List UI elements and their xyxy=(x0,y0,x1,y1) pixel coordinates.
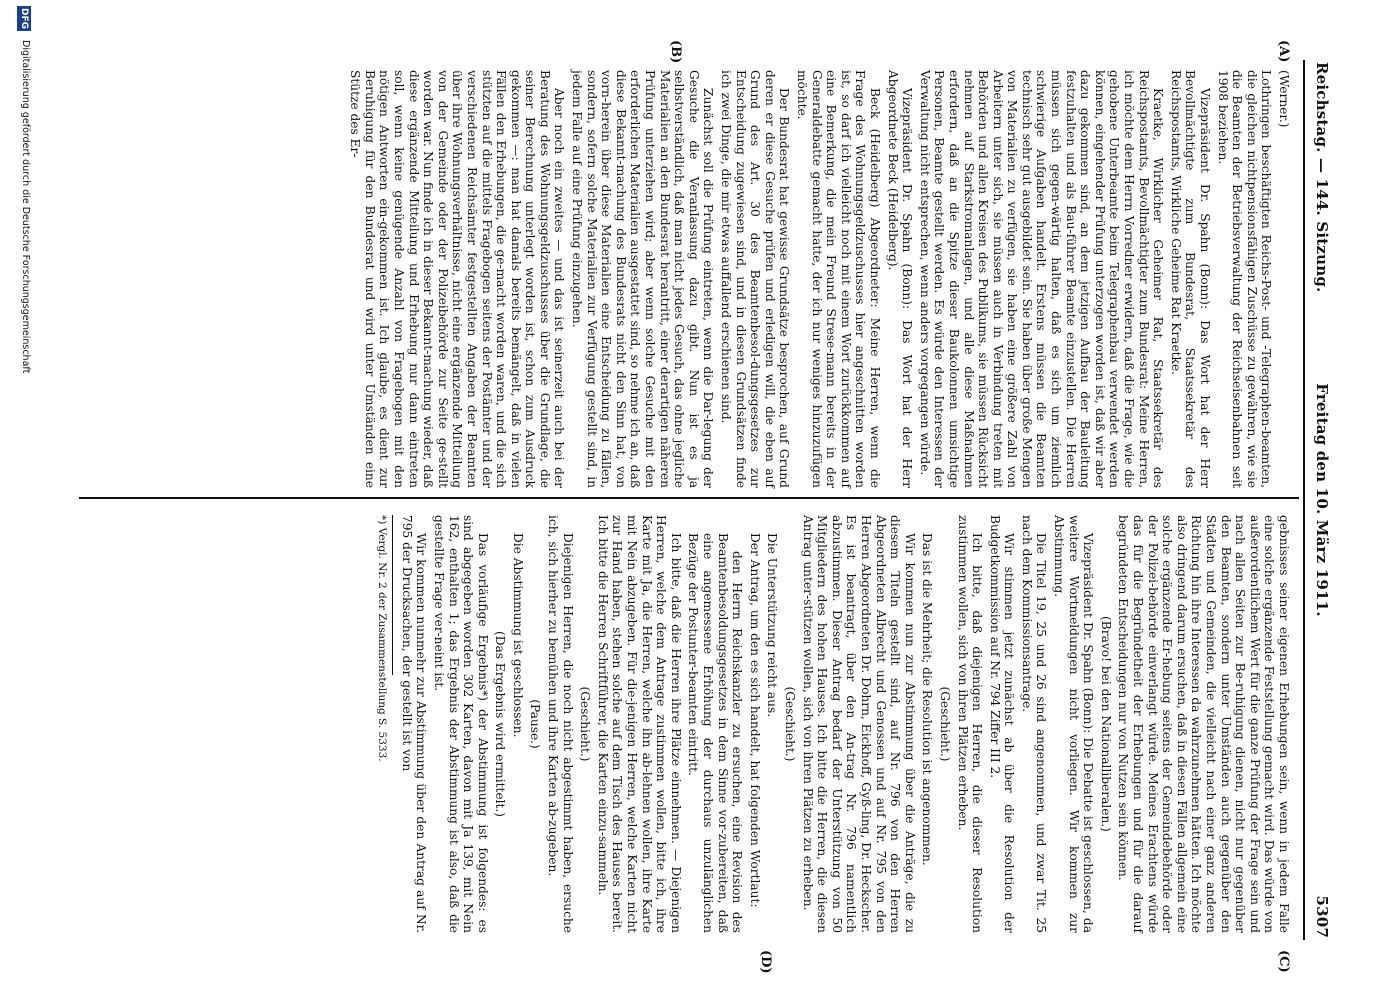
margin-mark-c: (C) xyxy=(1276,950,1291,973)
paragraph: Kraetke, Wirklicher Geheimer Rat, Staatssekretär des Reichspostamts, Bevollmächtigter zum Bundesrat: Meine Herren, ich möchte dem Herrn Vorredner erwidern, daß die Frage, wie die gehobene Unterbeamte beim Telegraphenbau verwendet werden können, eingehender Prüfung unterzogen worden ist, daß wir aber dazu gekommen sind, an dem jetzigen Aufbau der Bauleitung festzuhalten und als Bau-führer Beamte einzustellen. Die Herren müssen sich gegen-wärtig halten, daß es sich um ziemlich schwierige Aufgaben handelt. Erstens müssen die Beamten technisch sehr gut ausgebildet sein. Sie haben über große Mengen von Materialien zu verfügen, sie haben eine größere Zahl von Arbeitern unter sich, sie müssen auch in Verbindung treten mit Behörden und allen Kreisen des Publikums, sie müssen Rücksicht nehmen auf Starkstromanlagen, und alle diese Maßnahmen erfordern, daß an die Spitze dieser Baukolonnen umsichtige Personen, Beamte gestellt werden. Es würde den Interessen der Verwaltung nicht entsprechen, wenn anders vorgegangen würde. xyxy=(917,70,1166,488)
paragraph: Der Bundesrat hat gewisse Grundsätze besprochen, auf Grund deren er diese Gesuche prüfen und erledigen will, die eben auf Grund des Art. 30 des Beamtenbesol-dungsgesetzes zur Entscheidung zugewiesen sind, und in diesen Grundsätzen finde ich zwei Dinge, die mir etwas auffallend erschienen sind. xyxy=(719,70,792,488)
running-header-left: Reichstag. — 144. Sitzung. xyxy=(1313,62,1331,293)
stage-note: (Geschieht.) xyxy=(783,686,797,762)
column-divider xyxy=(79,497,1299,499)
footnote-rule xyxy=(388,515,393,675)
applause-note: (Bravo! bei den Nationalliberalen.) xyxy=(1098,616,1113,832)
paragraph: Beck (Heidelberg) Abgeordneter: Meine Herren, wenn die Frage des Wohnungsgeldzuschusses hier angeschnitten worden ist, so darf ich vielleicht noch mit einem Wort zurückkommen auf eine Bemerkung, die mein Freund Strese-mann bereits in der Generaldebatte gemacht hatte, der ich nur weniges hinzuzufügen möchte. xyxy=(795,70,882,488)
paragraph: Die Unterstützung reicht aus. xyxy=(765,533,780,718)
paragraph: Vizepräsident Dr. Spahn (Bonn): Die Debatte ist geschlossen, da weitere Wortmeldungen nicht vorliegen. Wir kommen zur Abstimmung. xyxy=(1052,515,1096,933)
paragraph: Ich bitte, daß die Herren ihre Plätze einnehmen. — Diejenigen Herren, welche dem Antrage zustimmen wollen, bitte ich, ihre Karte mit Ja, die Herren, welche ihn ab-lehnen wollen, ihre Karte mit Nein abzugeben. Für die-jenigen Herren, welche Karten nicht zur Hand haben, stehen solche auf dem Tisch des Hauses bereit. Ich bitte die Herren Schriftführer, die Karten einzu-sammeln. xyxy=(595,515,683,933)
stage-note: (Geschieht.) xyxy=(937,686,952,762)
margin-mark-a: (A) xyxy=(1276,40,1291,63)
stage-note: (Geschieht.) xyxy=(578,686,593,762)
paragraph: gebnisses seiner eigenen Erhebungen sein, wenn in jedem Falle eine solche ergänzende Feststellung gemacht wird. Das würde von außerordentlichem Wert für die ganze Prüfung der Frage sein und nach allen Seiten zur Be-ruhigung dienen, nicht nur gegenüber den Beamten, sondern unter Umständen auch gegenüber den Städten und Gemeinden, die vielleicht nach einer ganz anderen Richtung hin ihre Interessen da wahrzunehmen hätten. Ich möchte also dringend darum ersuchen, daß in diesen Fällen allgemein eine solche ergänzende Er-hebung seitens der Gemeindebehörde oder der Polizei-behörde einverlangt würde. Meines Erachtens würde das für die Begründetheit der Erhebungen und für die darauf begründeten Entscheidungen nur von Nutzen sein können. xyxy=(1116,515,1291,933)
header-rule xyxy=(1303,60,1305,940)
paragraph: Die Titel 19, 25 und 26 sind angenommen, und zwar Tit. 25 nach dem Kommissionsantrage. xyxy=(1019,515,1049,933)
paragraph: Die Abstimmung ist geschlossen. xyxy=(510,533,525,738)
paragraph: Lothringen beschäftigten Reichs-Post- und -Telegraphen-beamten, die gleichen nichtpensionsfähigen Zuschüsse zu gewähren, wie sie die Beamten der Betriebsverwaltung der Reichseisenbahnen seit 1908 beziehen. xyxy=(1215,70,1274,488)
dfg-logo: DFG xyxy=(19,8,29,30)
page-number: 5307 xyxy=(1313,895,1331,938)
paragraph: Zunächst soll die Prüfung eintreten, wenn die Dar-legung der Gesuche die Veranlassung dazu gibt. Nun ist es ja selbstverständlich, daß man nicht jedes Gesuch, das ohne jegliche Materialien an den Bundesrat herantritt, einer derartigen näheren Prüfung unterziehen wird; aber wenn solche Gesuche mit den erforderlichen Materialien ausgestattet sind, so nehme ich an, daß diese Bekannt-machung des Bundesrats nicht den Sinn hat, von vorn-herein über diese Materialien eine Entscheidung zu fällen, sondern, sofern solche Materialien zur Verfügung gestellt sind, in jedem Falle auf eine Prüfung einzugehen. xyxy=(570,70,716,488)
right-column xyxy=(375,515,1291,933)
left-column xyxy=(345,70,1291,488)
paragraph: Aber noch ein zweites — und das ist seinerzeit auch bei der Beratung des Wohnungsgeldzuschusses über die Grundlage, die seiner Berechnung unterlegt worden ist, schon zum Ausdruck gekommen —: man hat damals bereits bemängelt, daß in vielen Fällen den Erhebungen, die ge-macht worden waren, und die sich stützten auf die mittels Fragebogen seitens der Postämter und der verschiedenen Reichsämter festgestellten Angaben der Beamten über ihre Wohnungsverhältnisse, nicht eine ergänzende Mitteilung von der Gemeinde oder der Polizeibehörde zur Seite ge-stellt worden war. Nun finde ich in dieser Bekannt-machung wieder, daß diese ergänzende Mitteilung und Erhebung nur dann eintreten soll, wenn keine genügende Anzahl von Fragebogen mit den nötigen Antworten ein-gekommen ist. Ich glaube, es dient zur Beruhigung für den Bundesrat und wird unter Umständen eine Stütze des Er- xyxy=(348,70,567,488)
digitization-credit: Digitalisierung gefördert durch die Deutsche Forschungsgemeinschaft xyxy=(20,40,31,374)
margin-mark-b: (B) xyxy=(668,40,683,64)
paragraph: Vizepräsident Dr. Spahn (Bonn): Das Wort hat der Herr Bevollmächtigte zum Bundesrat, Staatssekretär des Reichspostamts, Wirkliche Geheime Rat Kraetke. xyxy=(1168,70,1213,488)
paragraph: Das vorläufige Ergebnis*) der Abstimmung ist folgendes: es sind abgegeben worden 302 Karten, davon mit Ja 139, mit Nein 162, enthalten 1; das Ergebnis der Abstimmung ist also, daß die gestellte Frage ver-neint ist. xyxy=(431,515,490,933)
paragraph: Wir kommen nun zur Abstimmung über die Anträge, die zu diesem Titeln gestellt sind, auf Nr. 796 von den Herren Abgeordneten Albrecht und Genossen und auf Nr. 795 von den Herren Abgeordneten Dr. Dohrn, Eickhoff, Gyß-ling, Dr. Heckscher. Es ist beantragt, über den An-trag Nr. 796 namentlich abzustimmen. Dieser Antrag bedarf der Unterstützung von 50 Mitgliedern des hohen Hauses. Ich bitte die Herren, die diesen Antrag unter-stützen wollen, sich von ihren Plätzen zu erheben. xyxy=(800,515,917,933)
stage-note: (Pause.) xyxy=(528,699,543,749)
running-header-date: Freitag den 10. März 1911. xyxy=(1313,383,1331,617)
paragraph: Vizepräsident Dr. Spahn (Bonn): Das Wort hat der Herr Abgeordnete Beck (Heidelberg). xyxy=(885,70,915,488)
margin-mark-d: (D) xyxy=(758,950,773,974)
footnote: *) Vergl. Nr. 2 der Zusammenstellung S. 5333. xyxy=(376,515,389,762)
paragraph: Ich bitte, daß diejenigen Herren, die dieser Resolution zustimmen wollen, sich von ihren Plätzen erheben. xyxy=(955,515,985,933)
paragraph: Der Antrag, um den es sich handelt, hat folgenden Wortlaut: xyxy=(747,533,762,908)
paragraph: Wir stimmen jetzt zunächst ab über die Resolution der Budgetkommission auf Nr. 794 Ziffer III 2. xyxy=(987,515,1017,933)
speaker-note: (Werner.) xyxy=(1277,70,1291,128)
paragraph: Das ist die Mehrheit; die Resolution ist angenommen. xyxy=(920,533,935,866)
motion-text: den Herrn Reichskanzler zu ersuchen, eine Revision des Beamtenbesoldungsgesetzes in dem Sinne vor-zubereiten, daß eine angemessene Erhöhung der durchaus unzulänglichen Bezüge der Postunter-beamten eintritt. xyxy=(686,533,745,933)
paragraph: Wir kommen nunmehr zur Abstimmung über den Antrag auf Nr. 795 der Drucksachen, der gestellt ist von xyxy=(399,515,429,933)
paragraph: Diejenigen Herren, die noch nicht abgestimmt haben, ersuche ich, sich hierher zu bemühen und ihre Karten ab-zugeben. xyxy=(546,515,575,933)
stage-note: (Das Ergebnis wird ermittelt.) xyxy=(493,630,508,818)
